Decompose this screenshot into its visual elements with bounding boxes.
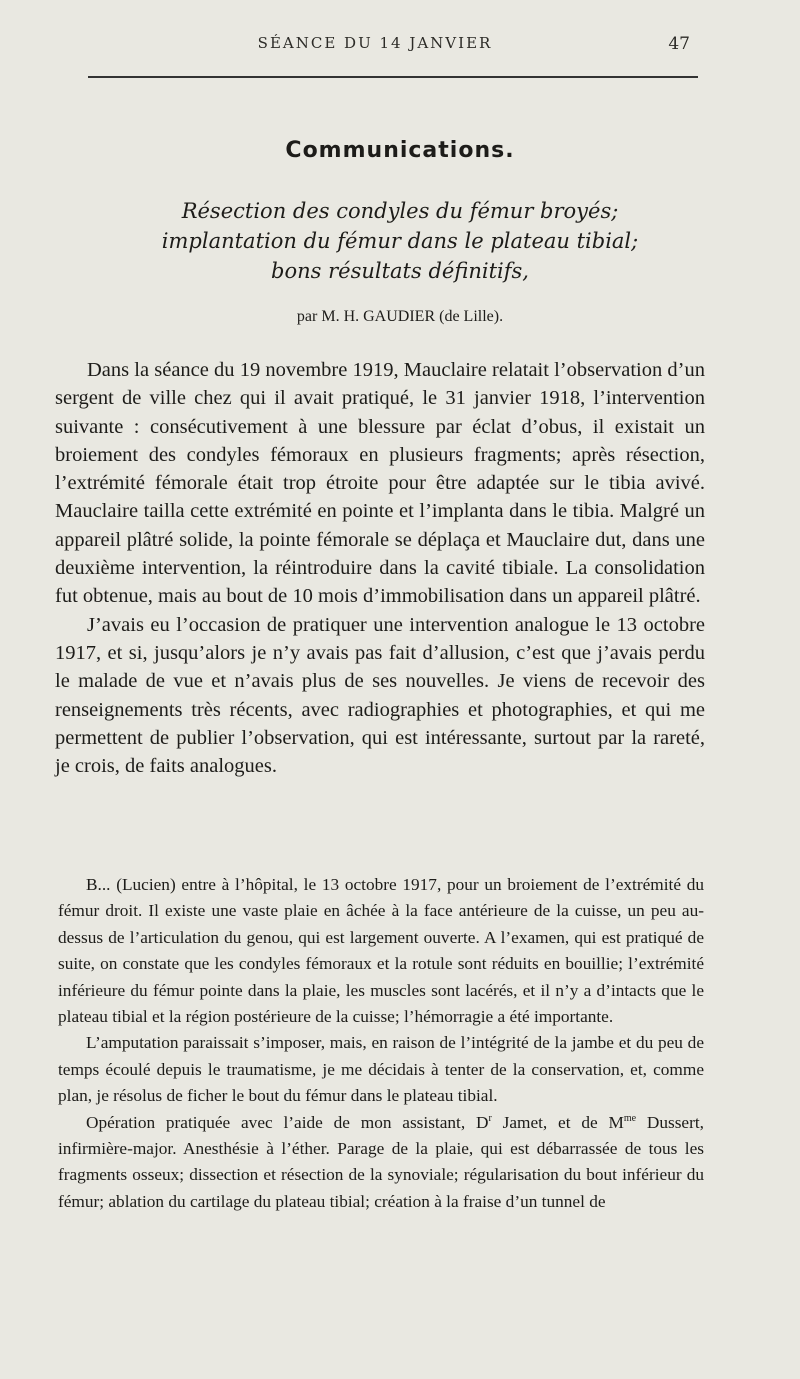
section-title: Communications. [285,138,515,163]
article-body [55,356,705,780]
case-p3-part-c: Dussert, infirmière-major. Anesthésie à l’éther. Parage de la plaie, qui est débarrassée de tous les fragments osseux; dissection et résection de la synoviale; régularisation du bout inférieur du fémur; ablation du cartilage du plateau tibial; création à la fraise d’un tunnel de [58,1112,704,1211]
case-paragraph-2: L’amputation paraissait s’imposer, mais, en raison de l’intégrité de la jambe et du peu de temps écoulé depuis le traumatisme, je me décidais à tenter de la conservation, et, comme plan, je résolus de ficher le bout du fémur dans le plateau tibial. [58,1033,704,1106]
superscript-r: r [488,1112,492,1124]
case-paragraph-1: B... (Lucien) entre à l’hôpital, le 13 octobre 1917, pour un broiement de l’extrémité du fémur droit. Il existe une vaste plaie en âchée à la face antérieure de la cuisse, un peu au-dessus de l’articulation du genou, qui est largement ouverte. A l’examen, qui est pratiqué de suite, on constate que les condyles fémoraux et la rotule sont réduits en bouillie; l’extrémité inférieure du fémur pointe dans la plaie, les muscles sont lacérés, et il n’y a d’intacts que le plateau tibial et la région postérieure de la cuisse; l’hémorragie a été importante. [58,875,704,1027]
running-head [60,34,690,58]
superscript-me: me [623,1112,637,1124]
page-number: 47 [668,34,690,54]
case-paragraph-3 [58,1110,704,1216]
body-paragraph-1: Dans la séance du 19 novembre 1919, Mauclaire relatait l’observation d’un sergent de ville chez qui il avait pratiqué, le 31 janvier 1918, l’intervention suivante : consécutivement à une blessure par éclat d’obus, il existait un broiement des condyles fémoraux en plusieurs fragments; après résection, l’extrémité fémorale était trop étroite pour être adaptée sur le tibia avivé. Mauclaire tailla cette extrémité en pointe et l’implanta dans le tibia. Malgré un appareil plâtré solide, la pointe fémorale se déplaça et Mauclaire dut, dans une deuxième intervention, la réintroduire dans la cavité tibiale. La consolidation fut obtenue, mais au bout de 10 mois d’immobilisation dans un appareil plâtré. [55,359,705,608]
article-title-line-1: Résection des condyles du fémur broyés; [181,199,619,223]
body-paragraph-2: J’avais eu l’occasion de pratiquer une intervention analogue le 13 octobre 1917, et si, jusqu’alors je n’y avais pas fait d’allusion, c’est que j’avais perdu le malade de vue et n’avais plus de ses nouvelles. Je viens de recevoir des renseignements très récents, avec radiographies et photographies, et qui me permettent de publier l’observation, qui est intéressante, surtout par la rareté, je crois, de faits analogues. [55,613,705,778]
article-title-line-2: implantation du fémur dans le plateau tibial; [161,229,639,253]
case-report [58,872,704,1215]
case-p3-part-b: Jamet, et de M [491,1112,624,1132]
header-rule [88,76,698,78]
case-p3-part-a: Opération pratiquée avec l’aide de mon assistant, D [86,1112,489,1132]
article-title-line-3: bons résultats définitifs, [271,259,529,283]
article-title [0,196,800,286]
running-head-title: SÉANCE DU 14 JANVIER [257,34,493,52]
author-byline: par M. H. GAUDIER (de Lille). [296,308,504,325]
